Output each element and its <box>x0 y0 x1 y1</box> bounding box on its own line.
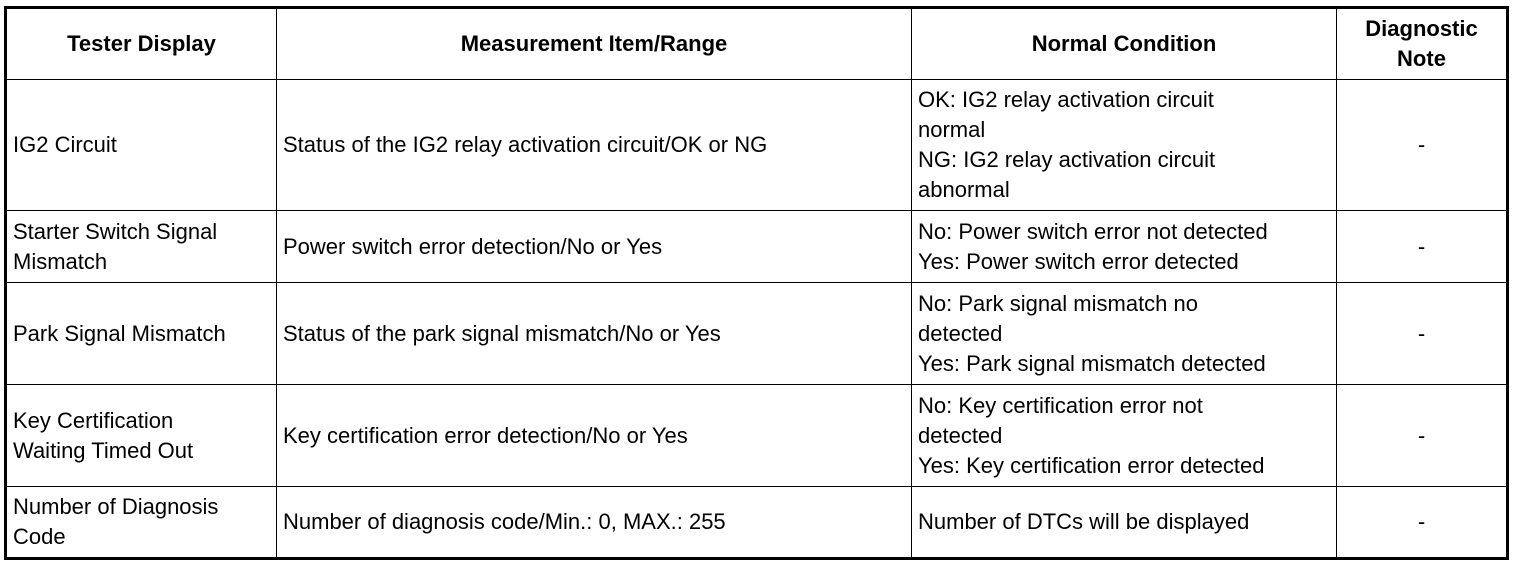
measurement-cell: Status of the IG2 relay activation circuit/OK or NG <box>277 80 912 211</box>
normal-condition-cell: No: Power switch error not detected Yes: Power switch error detected <box>912 211 1337 283</box>
tester-display-cell: Key Certification Waiting Timed Out <box>6 385 277 487</box>
tester-display-cell: Starter Switch Signal Mismatch <box>6 211 277 283</box>
diagnostic-note-cell: - <box>1337 211 1508 283</box>
diagnostic-note-cell: - <box>1337 283 1508 385</box>
table-row <box>6 487 1508 559</box>
table-row <box>6 385 1508 487</box>
table-row <box>6 80 1508 211</box>
normal-condition-cell: No: Park signal mismatch no detected Yes: Park signal mismatch detected <box>912 283 1337 385</box>
tester-display-cell: Park Signal Mismatch <box>6 283 277 385</box>
table-row <box>6 283 1508 385</box>
tester-display-cell: IG2 Circuit <box>6 80 277 211</box>
measurement-cell: Number of diagnosis code/Min.: 0, MAX.: 255 <box>277 487 912 559</box>
diagnostic-note-cell: - <box>1337 385 1508 487</box>
normal-condition-cell: Number of DTCs will be displayed <box>912 487 1337 559</box>
normal-condition-cell: No: Key certification error not detected Yes: Key certification error detected <box>912 385 1337 487</box>
measurement-cell: Status of the park signal mismatch/No or Yes <box>277 283 912 385</box>
normal-condition-cell: OK: IG2 relay activation circuit normal NG: IG2 relay activation circuit abnormal <box>912 80 1337 211</box>
header-diagnostic-note: Diagnostic Note <box>1337 8 1508 80</box>
data-list-table <box>4 6 1509 560</box>
header-tester-display: Tester Display <box>6 8 277 80</box>
header-normal-condition: Normal Condition <box>912 8 1337 80</box>
diagnostic-note-cell: - <box>1337 487 1508 559</box>
measurement-cell: Power switch error detection/No or Yes <box>277 211 912 283</box>
table-row <box>6 211 1508 283</box>
diagnostic-note-cell: - <box>1337 80 1508 211</box>
header-measurement-item-range: Measurement Item/Range <box>277 8 912 80</box>
tester-display-cell: Number of Diagnosis Code <box>6 487 277 559</box>
measurement-cell: Key certification error detection/No or Yes <box>277 385 912 487</box>
header-row <box>6 8 1508 80</box>
